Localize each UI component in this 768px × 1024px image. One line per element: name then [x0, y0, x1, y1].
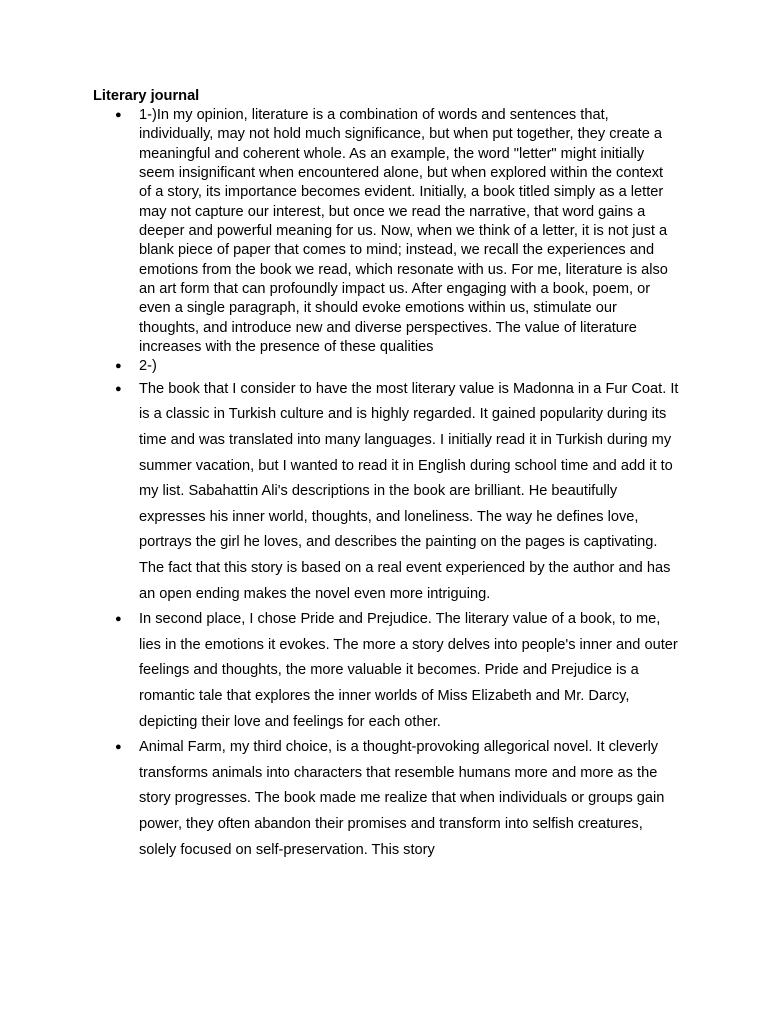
- list-item-definition: [0, 106, 679, 357]
- list-item-text: Animal Farm, my third choice, is a thought-provoking allegorical novel. It cleverly transforms animals into characters that resemble humans more and more as the story progresses. The book made me realize that when individuals or groups gain power, they often abandon their promises and transform into selfish creatures, solely focused on self-preservation. This story: [139, 739, 665, 858]
- list-item-text: 1-)In my opinion, literature is a combination of words and sentences that, individually, may not hold much significance, but when put together, they create a meaningful and coherent whole. As an example, the word "letter" might initially seem insignificant when encountered alone, but when explored within the context of a story, its importance becomes evident. Initially, a book titled simply as a letter may not capture our interest, but once we read the narrative, that word gains a deeper and powerful meaning for us. Now, when we think of a letter, it is not just a blank piece of paper that comes to mind; instead, we recall the experiences and emotions from the book we read, which resonate with us. For me, literature is also an art form that can profoundly impact us. After engaging with a book, poem, or even a single paragraph, it should evoke emotions within us, stimulate our thoughts, and introduce new and diverse perspectives. The value of literature increases with the presence of these qualities: [139, 107, 668, 356]
- list-item-animal-farm: [0, 735, 679, 863]
- list-item-text: 2-): [139, 358, 157, 375]
- document-title: Literary journal: [93, 88, 200, 104]
- bullet-icon: ●: [115, 360, 122, 373]
- list-item-madonna: [0, 377, 679, 607]
- bullet-icon: ●: [115, 109, 122, 121]
- bullet-icon: ●: [115, 382, 122, 395]
- list-item-number: [0, 357, 679, 376]
- list-item-text: In second place, I chose Pride and Prejudice. The literary value of a book, to me, lies in the emotions it evokes. The more a story delves into people's inner and outer feelings and thoughts, the more valuable it becomes. Pride and Prejudice is a romantic tale that explores the inner worlds of Miss Elizabeth and Mr. Darcy, depicting their love and feelings for each other.: [139, 611, 678, 730]
- bullet-icon: ●: [115, 613, 122, 626]
- bullet-icon: ●: [115, 741, 122, 754]
- list-item-pride: [0, 607, 679, 735]
- journal-list: [0, 106, 768, 863]
- list-item-text: The book that I consider to have the most literary value is Madonna in a Fur Coat. It is a classic in Turkish culture and is highly regarded. It gained popularity during its time and was translated into many languages. I initially read it in Turkish during my summer vacation, but I wanted to read it in English during school time and add it to my list. Sabahattin Ali's descriptions in the book are brilliant. He beautifully expresses his inner world, thoughts, and loneliness. The way he defines love, portrays the girl he loves, and describes the painting on the pages is captivating. The fact that this story is based on a real event experienced by the author and has an open ending makes the novel even more intriguing.: [139, 380, 679, 602]
